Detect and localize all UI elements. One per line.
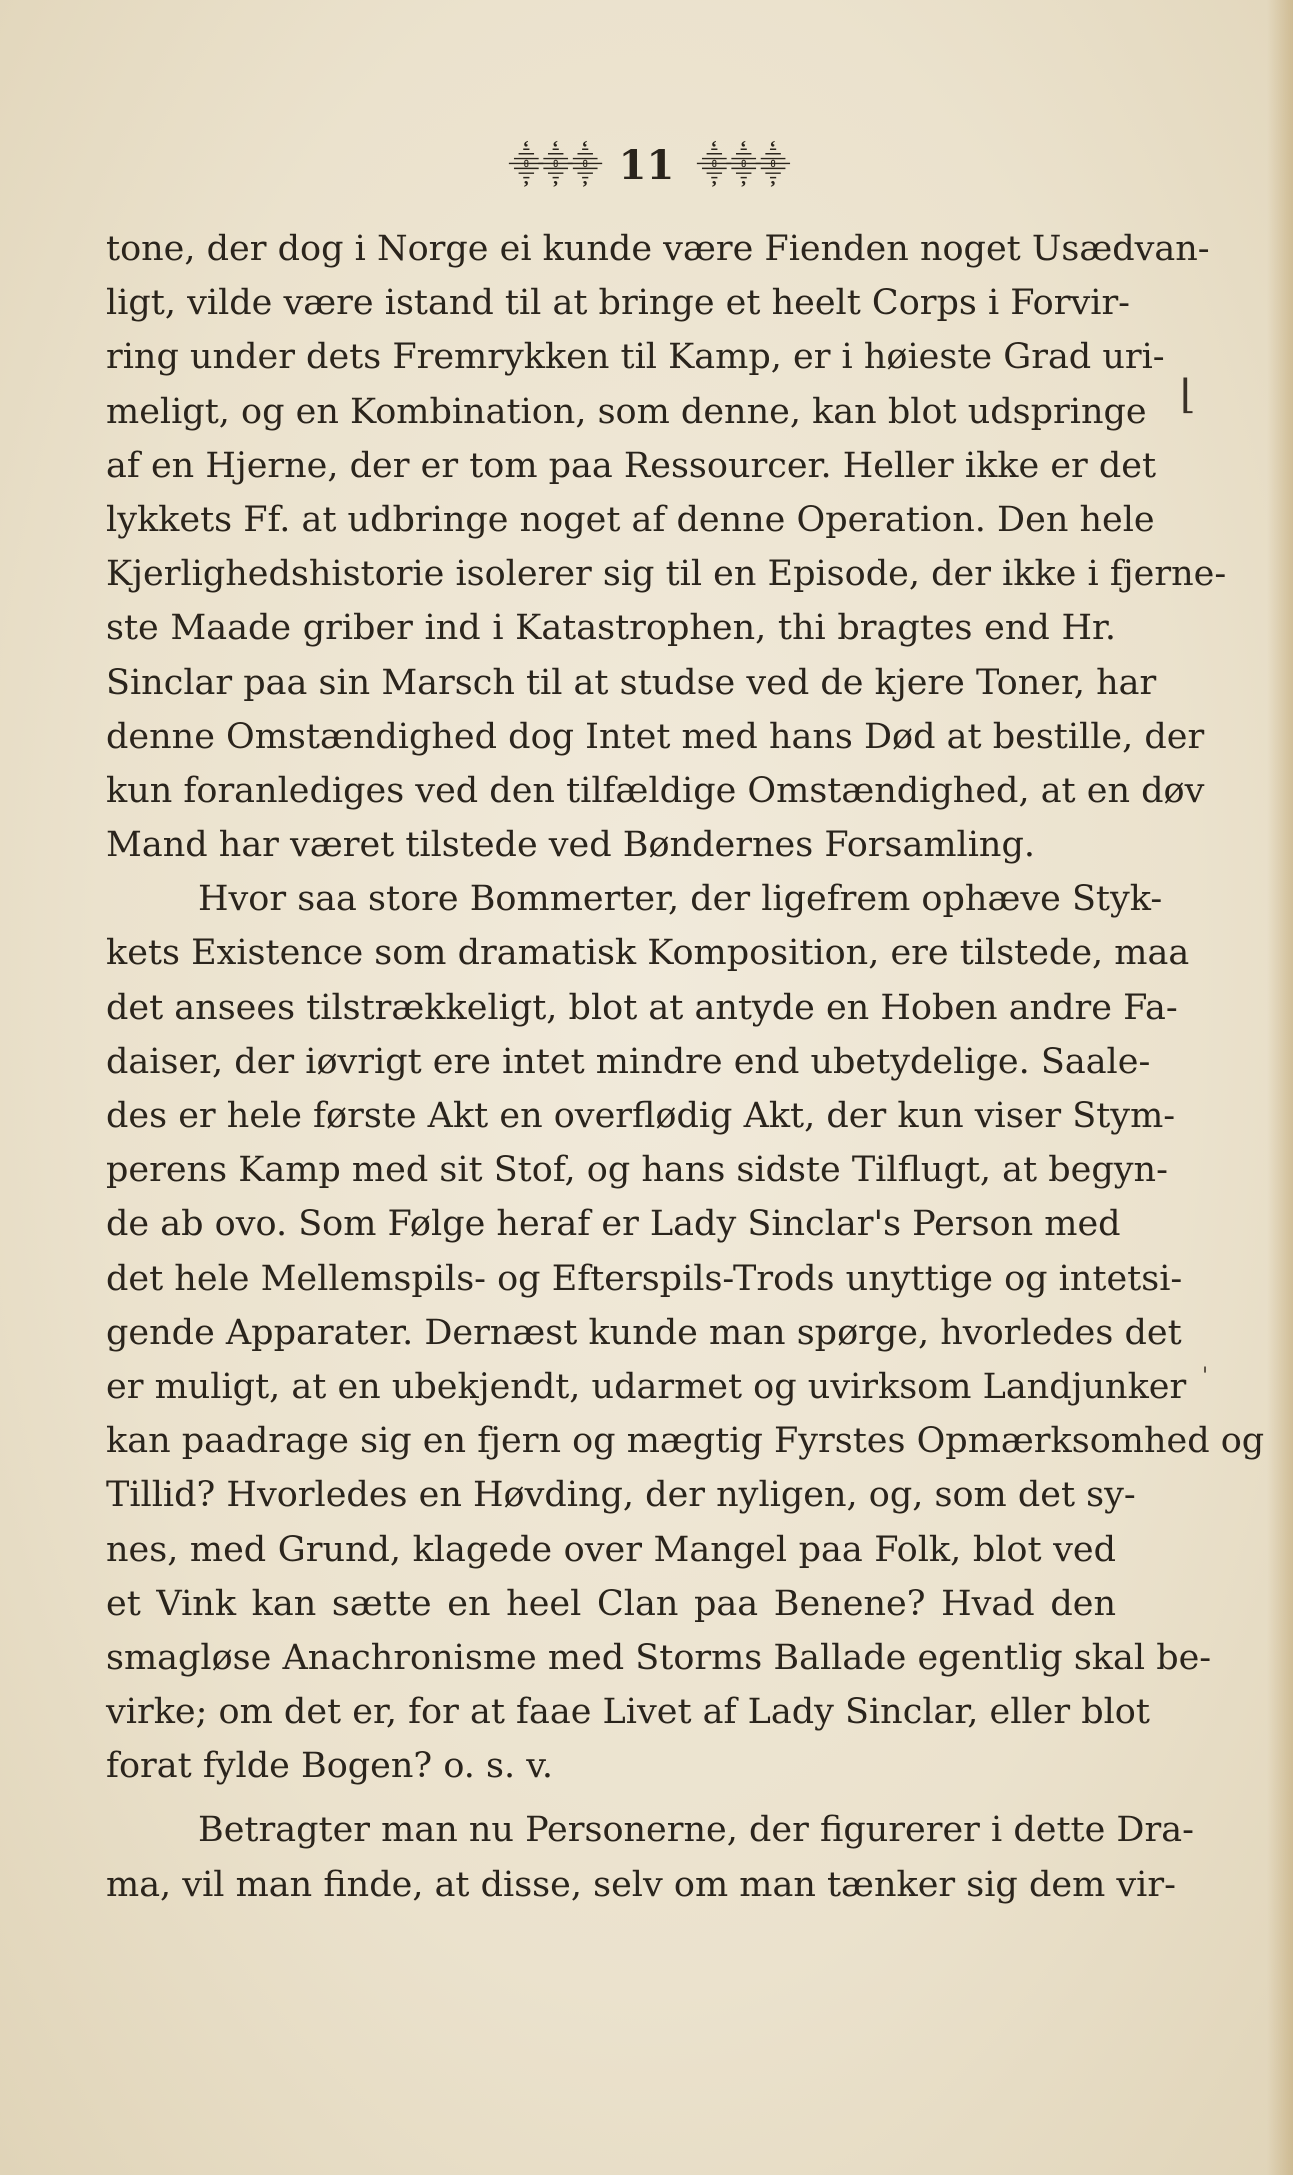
text-line: det ansees tilstrækkeligt, blot at antyde en Hoben andre Fa- [106, 987, 1178, 1028]
text-line: de ab ovo. Som Følge heraf er Lady Sinclar's Person med [106, 1204, 1121, 1245]
margin-mark: ⌊ [1180, 372, 1196, 418]
text-line: ma, vil man finde, at disse, selv om man tænker sig dem vir- [106, 1864, 1176, 1905]
text-line: er muligt, at en ubekjendt, udarmet og uvirksom Landjunker [106, 1366, 1187, 1407]
left-ornament: ⸎⸎⸎ [508, 146, 597, 186]
text-line: denne Omstændighed dog Intet med hans Død at bestille, der [106, 716, 1205, 757]
paragraph-2 [106, 872, 1265, 1793]
text-line: forat fylde Bogen? o. s. v. [106, 1746, 553, 1787]
text-line: af en Hjerne, der er tom paa Ressourcer. Heller ikke er det [106, 445, 1157, 486]
page-number: 11 [618, 142, 675, 189]
text-line: Tillid? Hvorledes en Høvding, der nyligen, og, som det sy- [106, 1475, 1136, 1516]
right-ornament: ⸎⸎⸎ [696, 146, 785, 186]
text-line: Kjerlighedshistorie isolerer sig til en Episode, der ikke i fjerne- [106, 554, 1227, 595]
text-line: Betragter man nu Personerne, der figurerer i dette Dra- [198, 1810, 1194, 1851]
text-line: tone, der dog i Norge ei kunde være Fienden noget Usædvan- [106, 229, 1210, 269]
page-edge-shadow [1267, 0, 1293, 2175]
text-line: kan paadrage sig en fjern og mægtig Fyrstes Opmærksomhed og [106, 1421, 1265, 1462]
text-line: Mand har været tilstede ved Bøndernes Forsamling. [106, 825, 1035, 866]
paragraph-gap [106, 1793, 1116, 1803]
margin-tick: ' [1202, 1364, 1209, 1389]
text-line: daiser, der iøvrigt ere intet mindre end ubetydelige. Saale- [106, 1041, 1151, 1082]
text-line: gende Apparater. Dernæst kunde man spørge, hvorledes det [106, 1312, 1182, 1353]
text-line: meligt, og en Kombination, som denne, kan blot udspringe [106, 391, 1147, 432]
text-line: Hvor saa store Bommerter, der ligefrem ophæve Styk- [198, 879, 1163, 920]
text-line: des er hele første Akt en overflødig Akt, der kun viser Stym- [106, 1096, 1176, 1136]
text-line: kun foranlediges ved den tilfældige Omstændighed, at en døv [106, 770, 1205, 811]
text-line: ste Maade griber ind i Katastrophen, thi bragtes end Hr. [106, 608, 1116, 649]
body-text [106, 222, 1265, 1912]
text-line: et Vink kan sætte en heel Clan paa Benene? Hvad den [106, 1583, 1116, 1624]
text-line: lykkets Ff. at udbringe noget af denne Operation. Den hele [106, 499, 1155, 540]
text-line: Sinclar paa sin Marsch til at studse ved de kjere Toner, har [106, 662, 1157, 703]
paragraph-3 [106, 1803, 1194, 1911]
text-line: ring under dets Fremrykken til Kamp, er i høieste Grad uri- [106, 337, 1165, 378]
text-line: kets Existence som dramatisk Komposition, ere tilstede, maa [106, 933, 1190, 974]
text-line: ligt, vilde være istand til at bringe et heelt Corps i Forvir- [106, 283, 1131, 324]
text-line: perens Kamp med sit Stof, og hans sidste Tilflugt, at begyn- [106, 1150, 1168, 1191]
text-line: nes, med Grund, klagede over Mangel paa Folk, blot ved [106, 1529, 1116, 1570]
text-line: smagløse Anachronisme med Storms Ballade egentlig skal be- [106, 1637, 1212, 1678]
text-line: det hele Mellemspils- og Efterspils-Trods unyttige og intetsi- [106, 1258, 1183, 1299]
text-line: virke; om det er, for at faae Livet af Lady Sinclar, eller blot [106, 1692, 1150, 1733]
page-header [0, 138, 1293, 194]
paragraph-1 [106, 222, 1227, 872]
